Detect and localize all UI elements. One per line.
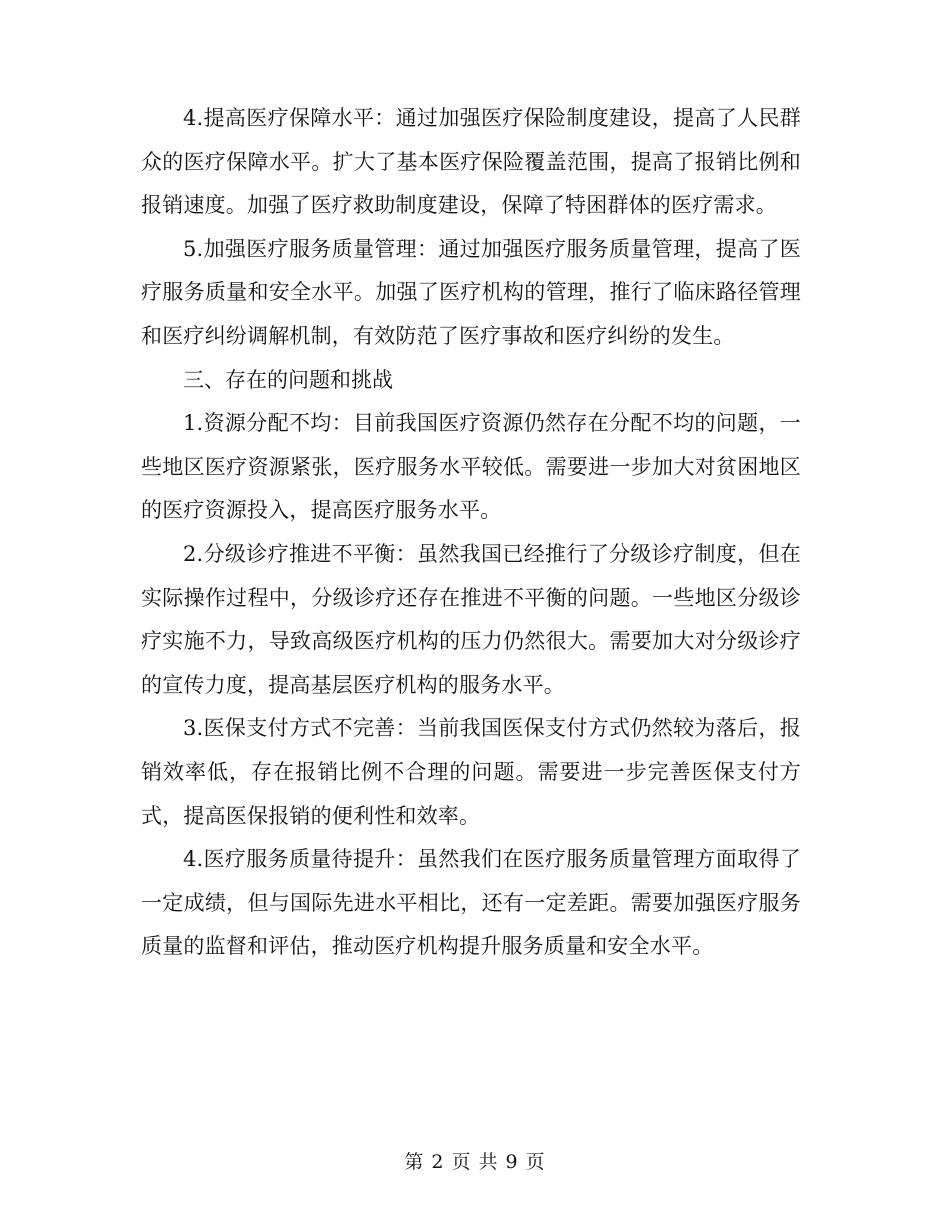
paragraph-resource-allocation: 1.资源分配不均：目前我国医疗资源仍然存在分配不均的问题，一些地区医疗资源紧张，医疗服务水平较低。需要进一步加大对贫困地区的医疗资源投入，提高医疗服务水平。 — [141, 411, 801, 523]
document-body — [141, 97, 801, 969]
paragraph-insurance-payment: 3.医保支付方式不完善：当前我国医保支付方式仍然较为落后，报销效率低，存在报销比例不合理的问题。需要进一步完善医保支付方式，提高医保报销的便利性和效率。 — [141, 716, 801, 828]
paragraph-medical-insurance: 4.提高医疗保障水平：通过加强医疗保险制度建设，提高了人民群众的医疗保障水平。扩大了基本医疗保险覆盖范围，提高了报销比例和报销速度。加强了医疗救助制度建设，保障了特困群体的医疗需求。 — [141, 106, 801, 218]
section-heading-problems: 三、存在的问题和挑战 — [183, 367, 393, 392]
paragraph-service-quality-management: 5.加强医疗服务质量管理：通过加强医疗服务质量管理，提高了医疗服务质量和安全水平。加强了医疗机构的管理，推行了临床路径管理和医疗纠纷调解机制，有效防范了医疗事故和医疗纠纷的发生。 — [141, 236, 801, 348]
page-number-footer: 第 2 页 共 9 页 — [404, 1151, 546, 1173]
paragraph-tiered-diagnosis: 2.分级诊疗推进不平衡：虽然我国已经推行了分级诊疗制度，但在实际操作过程中，分级诊疗还存在推进不平衡的问题。一些地区分级诊疗实施不力，导致高级医疗机构的压力仍然很大。需要加大对分级诊疗的宣传力度，提高基层医疗机构的服务水平。 — [141, 541, 801, 697]
paragraph-service-quality-improvement: 4.医疗服务质量待提升：虽然我们在医疗服务质量管理方面取得了一定成绩，但与国际先进水平相比，还有一定差距。需要加强医疗服务质量的监督和评估，推动医疗机构提升服务质量和安全水平。 — [141, 847, 801, 959]
